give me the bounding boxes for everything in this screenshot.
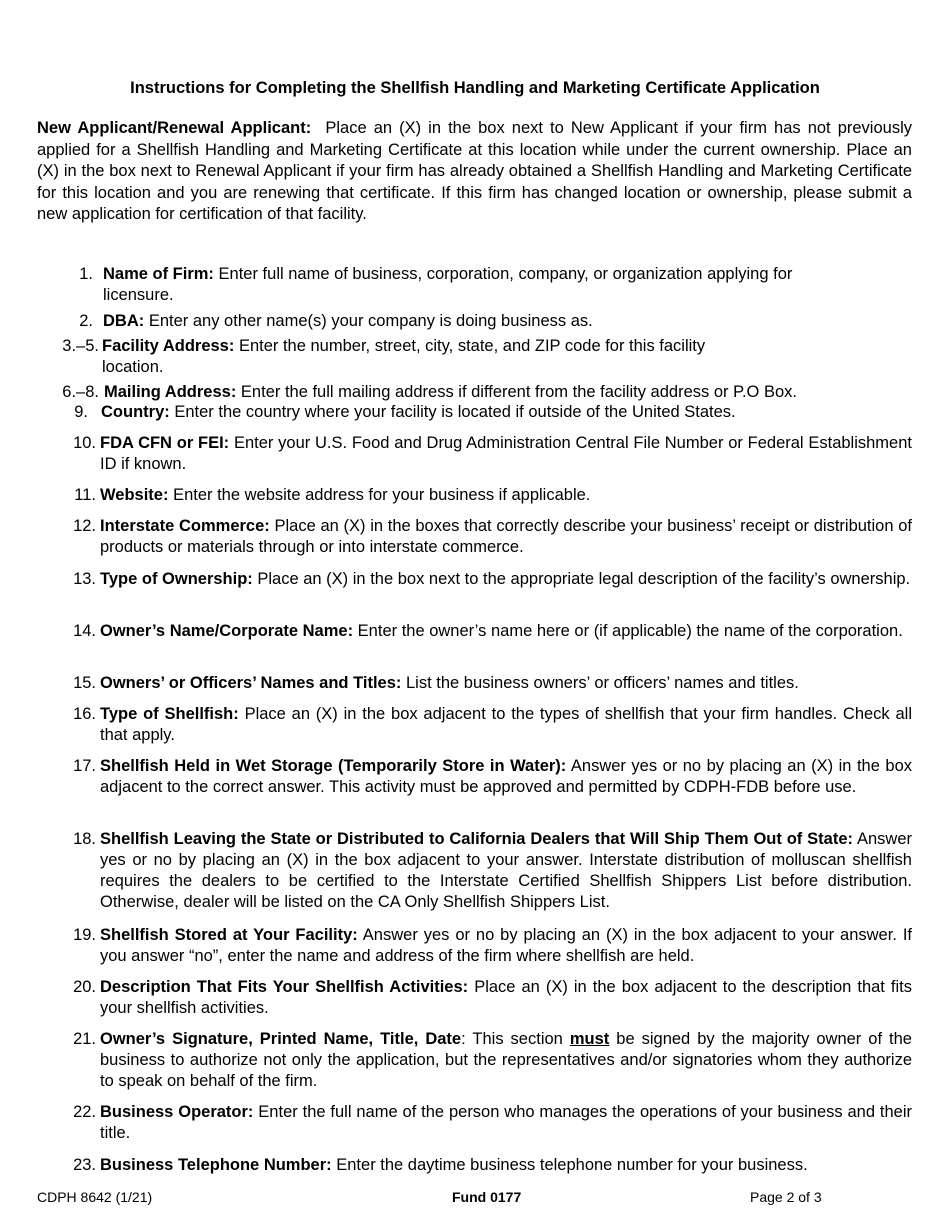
item-body [100,621,912,642]
item-number: 15. [73,674,96,692]
item-text: Enter the owner’s name here or (if applicable) the name of the corporation. [357,622,903,640]
item-body [102,336,727,378]
item-label: FDA CFN or FEI: [100,434,230,452]
item-emphasis: must [569,1030,610,1048]
item-label: Owners’ or Officers’ Names and Titles: [100,674,402,692]
item-text: be signed by the majority owner of the business to authorize not only the application, but the representatives and/or signatories whom they authorize to speak on behalf of the firm. [100,1030,912,1090]
footer-fund: Fund 0177 [452,1189,522,1205]
item-number: 17. [73,757,96,775]
item-number: 20. [73,978,96,996]
item-body [100,756,912,798]
item-body [103,264,848,306]
item-body [100,1155,912,1176]
item-label: Business Telephone Number: [100,1156,332,1174]
item-label: Description That Fits Your Shellfish Activities: [100,978,469,996]
item-text: Enter full name of business, corporation, company, or organization applying for licensure. [103,265,793,304]
item-body [100,925,912,967]
item-label: Website: [100,486,169,504]
item-text: Enter your U.S. Food and Drug Administration Central File Number or Federal Establishment ID if known. [100,434,912,473]
item-text: Enter the daytime business telephone number for your business. [336,1156,808,1174]
item-text: Place an (X) in the boxes that correctly describe your business’ receipt or distribution of products or materials through or into interstate commerce. [100,517,912,556]
item-label: Mailing Address: [104,383,237,401]
item-label: Shellfish Leaving the State or Distributed to California Dealers that Will Ship Them Out of State: [100,830,854,848]
item-text: Place an (X) in the box next to the appropriate legal description of the facility’s ownership. [257,570,911,588]
item-label: Type of Shellfish: [100,705,239,723]
item-text: Enter the country where your facility is located if outside of the United States. [174,403,736,421]
item-label: Owner’s Signature, Printed Name, Title, Date [100,1030,462,1048]
item-number: 6.–8. [62,383,99,401]
item-body [100,977,912,1019]
item-label: Shellfish Stored at Your Facility: [100,926,358,944]
item-body [104,382,894,403]
intro-label: New Applicant/Renewal Applicant: [37,119,312,137]
item-text: Answer yes or no by placing an (X) in the box adjacent to your answer. If you answer “no”, enter the name and address of the firm where shellfish are held. [100,926,912,965]
footer-form-id: CDPH 8642 (1/21) [37,1189,153,1205]
item-number: 18. [73,830,96,848]
item-body [100,1029,912,1092]
item-text: Place an (X) in the box adjacent to the types of shellfish that your firm handles. Check all that apply. [100,705,912,744]
item-label: Business Operator: [100,1103,254,1121]
item-text: Answer yes or no by placing an (X) in the box adjacent to your answer. Interstate distribution of molluscan shellfish requires the dealers to be certified to the Interstate Certified Shellfish Shippers List before distribution. Otherwise, dealer will be listed on the CA Only Shellfish Shippers List. [100,830,912,911]
item-text: Enter the number, street, city, state, and ZIP code for this facility location. [102,337,706,376]
item-label: Shellfish Held in Wet Storage (Temporarily Store in Water): [100,757,567,775]
item-number: 11. [74,486,96,504]
item-number: 3.–5. [62,337,99,355]
footer-page-number: Page 2 of 3 [750,1189,822,1205]
item-body [103,311,848,332]
item-number: 22. [73,1103,96,1121]
item-body [100,704,912,746]
item-label: Facility Address: [102,337,235,355]
item-text: Place an (X) in the box adjacent to the description that fits your shellfish activities. [100,978,912,1017]
item-number: 12. [73,517,96,535]
item-number: 2. [79,312,93,330]
page-title: Instructions for Completing the Shellfish Handling and Marketing Certificate Application [130,79,820,97]
intro-text: Place an (X) in the box next to New Applicant if your firm has not previously applied for a Shellfish Handling and Marketing Certificate at this location while under the current ownership. Place an (X) in the box next to Renewal Applicant if your firm has already obtained a Shellfish Handling and Marketing Certificate for this location and you are renewing that certificate. If this firm has changed location or ownership, please submit a new application for certification of that facility. [37,119,912,223]
item-label: Owner’s Name/Corporate Name: [100,622,354,640]
item-label: DBA: [103,312,145,330]
item-body [100,829,912,913]
item-text: Enter the website address for your business if applicable. [173,486,591,504]
item-number: 1. [79,265,93,283]
item-label: Name of Firm: [103,265,214,283]
item-body [100,569,912,590]
item-text: Enter the full name of the person who manages the operations of your business and their title. [100,1103,912,1142]
item-number: 23. [73,1156,96,1174]
item-label: Type of Ownership: [100,570,253,588]
item-number: 9. [74,403,88,421]
item-label: Interstate Commerce: [100,517,270,535]
item-text: Answer yes or no by placing an (X) in the box adjacent to the correct answer. This activity must be approved and permitted by CDPH-FDB before use. [100,757,912,796]
item-number: 10. [73,434,96,452]
item-body [100,1102,912,1144]
item-text: Enter any other name(s) your company is doing business as. [148,312,593,330]
item-number: 19. [73,926,96,944]
item-number: 14. [73,622,96,640]
item-number: 16. [73,705,96,723]
item-number: 21. [73,1030,96,1048]
item-text: Enter the full mailing address if different from the facility address or P.O Box. [240,383,797,401]
item-body [100,433,912,475]
item-body [101,402,891,423]
item-number: 13. [73,570,96,588]
intro-paragraph [37,118,912,226]
item-body [100,485,912,506]
item-body [100,673,912,694]
item-label: Country: [101,403,170,421]
item-body [100,516,912,558]
item-text-pre: : This section [461,1030,570,1048]
item-text: List the business owners’ or officers’ names and titles. [406,674,799,692]
